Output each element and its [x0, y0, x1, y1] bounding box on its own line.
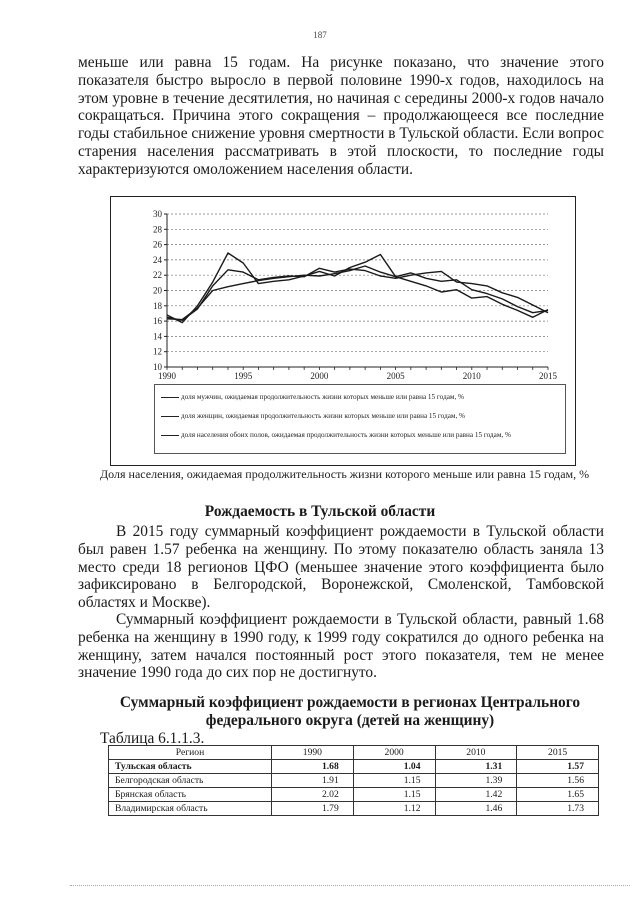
legend-label-women: доля женщин, ожидаемая продолжительность жизни которых меньше или равна 15 годам, % — [181, 412, 466, 420]
y-tick-label: 14 — [153, 331, 162, 342]
cell-value: 2.02 — [272, 788, 354, 802]
header-2000: 2000 — [353, 746, 435, 760]
cell-value: 1.31 — [435, 760, 517, 774]
legend-label-men: доля мужчин, ожидаемая продолжительность жизни которых меньше или равна 15 годам, % — [181, 393, 465, 401]
fertility-table — [108, 745, 599, 816]
table-title-line-1: Суммарный коэффициент рождаемости в регионах Центрального — [119, 694, 581, 711]
chart-legend — [154, 384, 566, 454]
x-tick-label: 2005 — [386, 371, 405, 381]
cell-value: 1.79 — [272, 802, 354, 816]
table-row — [109, 774, 599, 788]
cell-region: Брянская область — [109, 788, 272, 802]
cell-value: 1.68 — [272, 760, 354, 774]
legend-item-both — [161, 431, 559, 440]
cell-region: Белгородская область — [109, 774, 272, 788]
y-tick-label: 12 — [153, 346, 162, 357]
y-tick-label: 28 — [153, 224, 162, 235]
paragraph-2: В 2015 году суммарный коэффициент рождаемости в Тульской области был равен 1.57 ребенка на женщину. По этому показателю область заняла 13 место среди 18 регионов ЦФО (меньшее значение этого коэффициента было зафиксировано в Белгородской, Воронежской, Смоленской, Тамбовской областях и Москве). — [78, 523, 604, 612]
page-number: 187 — [313, 30, 327, 40]
header-region: Регион — [109, 746, 272, 760]
y-tick-label: 22 — [153, 270, 162, 281]
cell-value: 1.15 — [353, 774, 435, 788]
legend-swatch-men — [161, 397, 179, 398]
table-row — [109, 788, 599, 802]
chart-series — [167, 253, 548, 323]
cell-value: 1.46 — [435, 802, 517, 816]
chart-axes — [153, 209, 558, 381]
chart-grid — [167, 214, 548, 367]
legend-label-both: доля населения обоих полов, ожидаемая продолжительность жизни которых меньше или равна 15 годам, % — [181, 431, 511, 439]
y-tick-label: 30 — [153, 209, 162, 219]
legend-item-women — [161, 412, 559, 421]
chart-frame — [110, 196, 576, 466]
table-title-line-2: федерального округа (детей на женщину) — [205, 711, 495, 729]
y-tick-label: 16 — [153, 316, 162, 327]
header-2015: 2015 — [517, 746, 599, 760]
cell-value: 1.04 — [353, 760, 435, 774]
cell-value: 1.15 — [353, 788, 435, 802]
cell-value: 1.42 — [435, 788, 517, 802]
x-tick-label: 2010 — [462, 371, 481, 381]
x-tick-label: 1990 — [158, 371, 176, 381]
footer-divider — [70, 885, 630, 887]
legend-swatch-both — [161, 435, 179, 436]
header-2010: 2010 — [435, 746, 517, 760]
table-label: Таблица 6.1.1.3. — [100, 730, 205, 747]
y-tick-label: 26 — [153, 239, 162, 250]
table-row — [109, 760, 599, 774]
legend-item-men — [161, 393, 559, 402]
chart-caption: Доля населения, ожидаемая продолжительность жизни которого меньше или равна 15 годам, % — [100, 467, 590, 481]
table-header-row — [109, 746, 599, 760]
x-tick-label: 2015 — [539, 371, 557, 381]
legend-swatch-women — [161, 416, 179, 417]
cell-value: 1.65 — [517, 788, 599, 802]
cell-region: Тульская область — [109, 760, 272, 774]
header-1990: 1990 — [272, 746, 354, 760]
x-tick-label: 2000 — [310, 371, 329, 381]
y-tick-label: 20 — [153, 285, 162, 296]
cell-value: 1.12 — [353, 802, 435, 816]
paragraph-3: Суммарный коэффициент рождаемости в Тульской области, равный 1.68 ребенка на женщину в 1990 году, к 1999 году сократился до одного ребенка на женщину, затем начался постоянный рост этого показателя, тем не менее значение 1990 года до сих пор не достигнуто. — [78, 611, 604, 682]
x-tick-label: 1995 — [234, 371, 253, 381]
cell-region: Владимирская область — [109, 802, 272, 816]
table-title — [100, 694, 600, 729]
cell-value: 1.56 — [517, 774, 599, 788]
section-title: Рождаемость в Тульской области — [204, 503, 436, 520]
y-tick-label: 18 — [153, 300, 162, 311]
cell-value: 1.91 — [272, 774, 354, 788]
cell-value: 1.73 — [517, 802, 599, 816]
y-tick-label: 10 — [153, 362, 162, 372]
cell-value: 1.57 — [517, 760, 599, 774]
paragraph-1: меньше или равна 15 годам. На рисунке показано, что значение этого показателя быстро выросло в первой половине 1990-х годов, находилось на этом уровне в течение десятилетия, но начиная с середины 2000-х годов начало сокращаться. Причина этого сокращения – продолжающееся все последние годы стабильное снижение уровня смертности в Тульской области. Если вопрос старения населения рассматривать в этой плоскости, то последние годы характеризуются омоложением населения области. — [78, 54, 604, 178]
y-tick-label: 24 — [153, 254, 162, 265]
cell-value: 1.39 — [435, 774, 517, 788]
table-row — [109, 802, 599, 816]
